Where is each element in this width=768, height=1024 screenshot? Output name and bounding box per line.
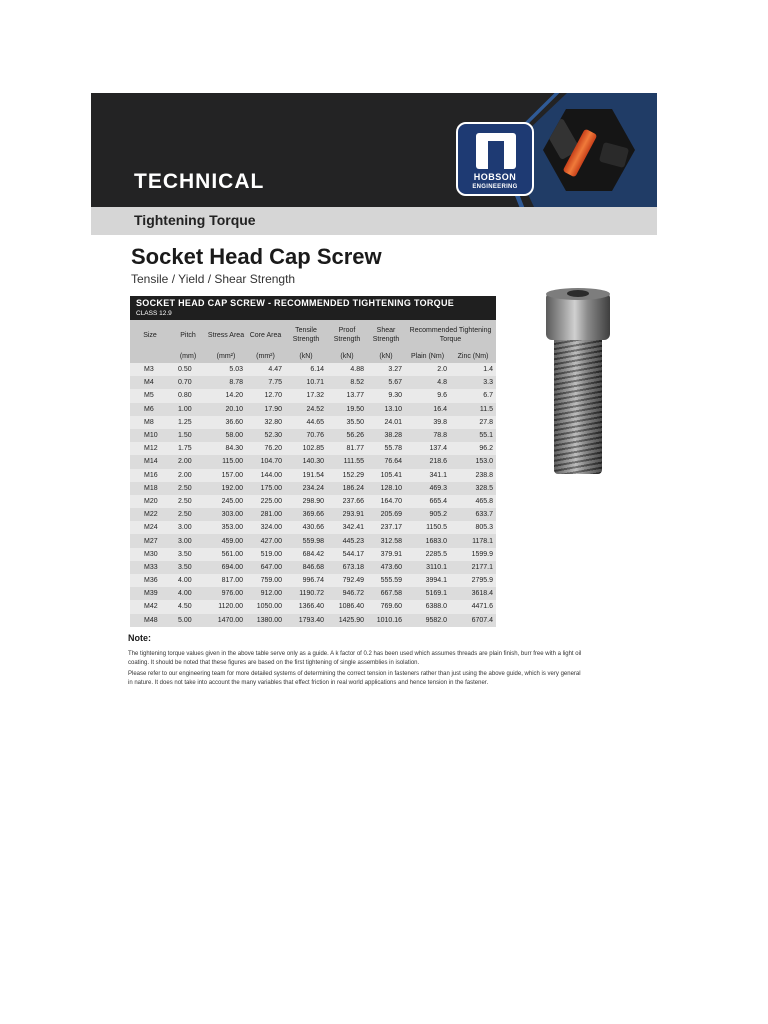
table-cell: 225.00 [246,495,285,508]
table-cell: 2795.9 [450,574,496,587]
table-cell: 303.00 [206,508,246,521]
table-header-row [130,320,496,350]
col-header: Shear Strength [367,320,405,350]
table-cell: 1.4 [450,363,496,376]
table-cell: 792.49 [327,574,367,587]
col-header: Pitch [170,320,206,350]
table-row [130,442,496,455]
table-row [130,574,496,587]
table-cell: 13.10 [367,403,405,416]
table-row [130,508,496,521]
table-row [130,587,496,600]
table-cell: 17.32 [285,389,327,402]
table-class-label: CLASS 12.9 [136,310,172,317]
table-cell: 104.70 [246,455,285,468]
hex-socket-icon [567,290,589,297]
table-cell: 665.4 [405,495,450,508]
table-cell: 237.17 [367,521,405,534]
table-cell: 105.41 [367,469,405,482]
table-cell: 3994.1 [405,574,450,587]
table-cell: 102.85 [285,442,327,455]
table-cell: 694.00 [206,561,246,574]
note-paragraph-2: Please refer to our engineering team for more detailed systems of determining the correct tension in fasteners rather than just using the above guide, which is very general in nature. It does not take into account the many variables that effect friction in real world applications and hence tension in the fastener. [128,671,581,686]
table-cell: 24.52 [285,403,327,416]
table-cell: 35.50 [327,416,367,429]
table-header-bar [130,296,496,320]
table-cell: M8 [130,416,170,429]
table-cell: 157.00 [206,469,246,482]
table-cell: 6707.4 [450,614,496,627]
table-cell: 76.20 [246,442,285,455]
table-cell: 76.64 [367,455,405,468]
table-cell: 186.24 [327,482,367,495]
table-row [130,363,496,376]
note-paragraph-1: The tightening torque values given in the above table serve only as a guide. A k factor of 0.2 has been used which assumes threads are plain finish, burr free with a light oil coating. It should be noted that these figures are based on the first tightening of single assemblies in isolation. [128,651,582,666]
table-cell: 9.30 [367,389,405,402]
table-cell: 0.80 [170,389,206,402]
table-cell: M3 [130,363,170,376]
table-cell: 427.00 [246,534,285,547]
table-cell: 192.00 [206,482,246,495]
table-cell: 1010.16 [367,614,405,627]
table-cell: 459.00 [206,534,246,547]
page-subtitle: Tensile / Yield / Shear Strength [131,272,296,286]
table-cell: M4 [130,376,170,389]
table-cell: 17.90 [246,403,285,416]
table-cell: 245.00 [206,495,246,508]
table-cell: 4.00 [170,574,206,587]
unit-header [130,350,170,363]
table-cell: 1.25 [170,416,206,429]
table-cell: 2177.1 [450,561,496,574]
unit-header: (kN) [285,350,327,363]
table-cell: 164.70 [367,495,405,508]
table-cell: 996.74 [285,574,327,587]
table-cell: 11.5 [450,403,496,416]
table-cell: 32.80 [246,416,285,429]
table-cell: M39 [130,587,170,600]
table-cell: 465.8 [450,495,496,508]
table-cell: 905.2 [405,508,450,521]
table-row [130,521,496,534]
table-cell: 1.75 [170,442,206,455]
table-cell: 3.50 [170,548,206,561]
table-cell: 846.68 [285,561,327,574]
torque-table [130,320,496,627]
table-row [130,534,496,547]
table-cell: 1190.72 [285,587,327,600]
table-row [130,482,496,495]
torque-table-container [130,296,496,627]
page-title: Socket Head Cap Screw [131,244,382,269]
table-cell: 218.6 [405,455,450,468]
table-cell: 769.60 [367,600,405,613]
table-cell: 144.00 [246,469,285,482]
table-cell: 1.00 [170,403,206,416]
table-row [130,416,496,429]
table-cell: 3.27 [367,363,405,376]
table-cell: 44.65 [285,416,327,429]
table-cell: 1.50 [170,429,206,442]
table-cell: 4.47 [246,363,285,376]
table-cell: 238.8 [450,469,496,482]
table-cell: 9582.0 [405,614,450,627]
table-cell: 312.58 [367,534,405,547]
table-cell: M20 [130,495,170,508]
table-cell: 52.30 [246,429,285,442]
table-cell: 673.18 [327,561,367,574]
table-cell: 1178.1 [450,534,496,547]
col-header: Proof Strength [327,320,367,350]
table-units-row [130,350,496,363]
table-cell: M24 [130,521,170,534]
table-row [130,614,496,627]
table-cell: M27 [130,534,170,547]
table-cell: 342.41 [327,521,367,534]
table-cell: 84.30 [206,442,246,455]
table-cell: 8.52 [327,376,367,389]
table-cell: M33 [130,561,170,574]
table-cell: 55.1 [450,429,496,442]
table-cell: 5.00 [170,614,206,627]
unit-header: (mm²) [206,350,246,363]
table-cell: 3.50 [170,561,206,574]
table-cell: 555.59 [367,574,405,587]
table-cell: 353.00 [206,521,246,534]
table-cell: 544.17 [327,548,367,561]
table-cell: 237.66 [327,495,367,508]
table-cell: 445.23 [327,534,367,547]
table-cell: 293.91 [327,508,367,521]
table-cell: 111.55 [327,455,367,468]
unit-header: (mm²) [246,350,285,363]
table-cell: 1086.40 [327,600,367,613]
table-row [130,429,496,442]
table-cell: M18 [130,482,170,495]
table-cell: 759.00 [246,574,285,587]
table-cell: 946.72 [327,587,367,600]
table-row [130,600,496,613]
note-title: Note: [128,633,151,643]
table-cell: 140.30 [285,455,327,468]
table-body [130,363,496,627]
table-cell: 12.70 [246,389,285,402]
table-cell: 2285.5 [405,548,450,561]
table-cell: 137.4 [405,442,450,455]
table-cell: 4471.6 [450,600,496,613]
table-cell: 128.10 [367,482,405,495]
table-cell: 27.8 [450,416,496,429]
table-cell: 1425.90 [327,614,367,627]
table-cell: 3110.1 [405,561,450,574]
col-header: Stress Area [206,320,246,350]
table-cell: 56.26 [327,429,367,442]
table-cell: 3618.4 [450,587,496,600]
table-cell: 2.0 [405,363,450,376]
unit-header: (mm) [170,350,206,363]
table-cell: 5.67 [367,376,405,389]
screw-shank [554,338,602,474]
table-cell: 976.00 [206,587,246,600]
table-cell: 38.28 [367,429,405,442]
table-cell: 175.00 [246,482,285,495]
table-cell: M22 [130,508,170,521]
table-cell: 3.3 [450,376,496,389]
col-header: Recommended Tightening Torque [405,320,496,350]
table-cell: M12 [130,442,170,455]
table-title: SOCKET HEAD CAP SCREW - RECOMMENDED TIGHTENING TORQUE [136,298,455,308]
table-cell: 36.60 [206,416,246,429]
table-cell: 667.58 [367,587,405,600]
banner-title: TECHNICAL [134,170,265,193]
table-cell: M48 [130,614,170,627]
unit-header: Zinc (Nm) [450,350,496,363]
table-cell: 281.00 [246,508,285,521]
table-cell: M5 [130,389,170,402]
table-cell: 8.78 [206,376,246,389]
table-cell: 16.4 [405,403,450,416]
table-cell: 152.29 [327,469,367,482]
table-cell: 430.66 [285,521,327,534]
table-cell: 6.7 [450,389,496,402]
table-cell: 1470.00 [206,614,246,627]
table-cell: 805.3 [450,521,496,534]
table-cell: 234.24 [285,482,327,495]
section-subtitle: Tightening Torque [134,212,256,228]
table-cell: 10.71 [285,376,327,389]
table-cell: 1599.9 [450,548,496,561]
table-row [130,403,496,416]
table-cell: 324.00 [246,521,285,534]
table-cell: M14 [130,455,170,468]
table-cell: 20.10 [206,403,246,416]
table-cell: 369.66 [285,508,327,521]
unit-header: (kN) [327,350,367,363]
table-cell: 1380.00 [246,614,285,627]
table-cell: 6.14 [285,363,327,376]
table-cell: 1793.40 [285,614,327,627]
table-cell: 7.75 [246,376,285,389]
table-cell: 24.01 [367,416,405,429]
col-header: Tensile Strength [285,320,327,350]
table-cell: 647.00 [246,561,285,574]
table-cell: 473.60 [367,561,405,574]
table-cell: M30 [130,548,170,561]
table-cell: 469.3 [405,482,450,495]
table-cell: 153.0 [450,455,496,468]
table-cell: 39.8 [405,416,450,429]
table-cell: 341.1 [405,469,450,482]
table-row [130,389,496,402]
table-cell: 1683.0 [405,534,450,547]
table-cell: 4.88 [327,363,367,376]
table-cell: 559.98 [285,534,327,547]
table-cell: 5.03 [206,363,246,376]
logo-sub: ENGINEERING [472,184,518,190]
table-cell: M6 [130,403,170,416]
table-cell: 684.42 [285,548,327,561]
table-cell: 633.7 [450,508,496,521]
col-header: Size [130,320,170,350]
table-cell: 58.00 [206,429,246,442]
table-cell: 14.20 [206,389,246,402]
table-cell: 191.54 [285,469,327,482]
logo-name: HOBSON [473,172,517,182]
table-cell: 1050.00 [246,600,285,613]
table-cell: 1150.5 [405,521,450,534]
table-cell: 4.00 [170,587,206,600]
table-cell: 519.00 [246,548,285,561]
table-cell: 5169.1 [405,587,450,600]
table-cell: 78.8 [405,429,450,442]
table-cell: 115.00 [206,455,246,468]
table-cell: 4.8 [405,376,450,389]
table-cell: M36 [130,574,170,587]
table-cell: 6388.0 [405,600,450,613]
table-cell: 3.00 [170,521,206,534]
table-cell: M10 [130,429,170,442]
table-cell: 1120.00 [206,600,246,613]
table-cell: 379.91 [367,548,405,561]
table-cell: 2.00 [170,455,206,468]
table-cell: 817.00 [206,574,246,587]
socket-head-screw-image [540,288,620,478]
table-cell: 70.76 [285,429,327,442]
table-cell: 96.2 [450,442,496,455]
table-row [130,455,496,468]
table-cell: 328.5 [450,482,496,495]
table-cell: 19.50 [327,403,367,416]
table-row [130,561,496,574]
table-cell: M16 [130,469,170,482]
table-cell: 2.50 [170,508,206,521]
table-cell: 4.50 [170,600,206,613]
col-header: Core Area [246,320,285,350]
table-cell: 2.00 [170,469,206,482]
unit-header: (kN) [367,350,405,363]
table-cell: M42 [130,600,170,613]
table-row [130,469,496,482]
table-cell: 13.77 [327,389,367,402]
table-cell: 2.50 [170,495,206,508]
table-cell: 0.50 [170,363,206,376]
table-row [130,376,496,389]
table-cell: 81.77 [327,442,367,455]
table-cell: 561.00 [206,548,246,561]
table-cell: 0.70 [170,376,206,389]
table-cell: 1366.40 [285,600,327,613]
table-row [130,548,496,561]
table-cell: 55.78 [367,442,405,455]
table-cell: 2.50 [170,482,206,495]
table-cell: 205.69 [367,508,405,521]
table-cell: 298.90 [285,495,327,508]
table-cell: 912.00 [246,587,285,600]
table-cell: 9.6 [405,389,450,402]
unit-header: Plain (Nm) [405,350,450,363]
table-cell: 3.00 [170,534,206,547]
logo-mark-icon [476,133,516,169]
table-row [130,495,496,508]
hobson-logo [456,122,534,196]
bolt-dark-shape [599,142,629,168]
